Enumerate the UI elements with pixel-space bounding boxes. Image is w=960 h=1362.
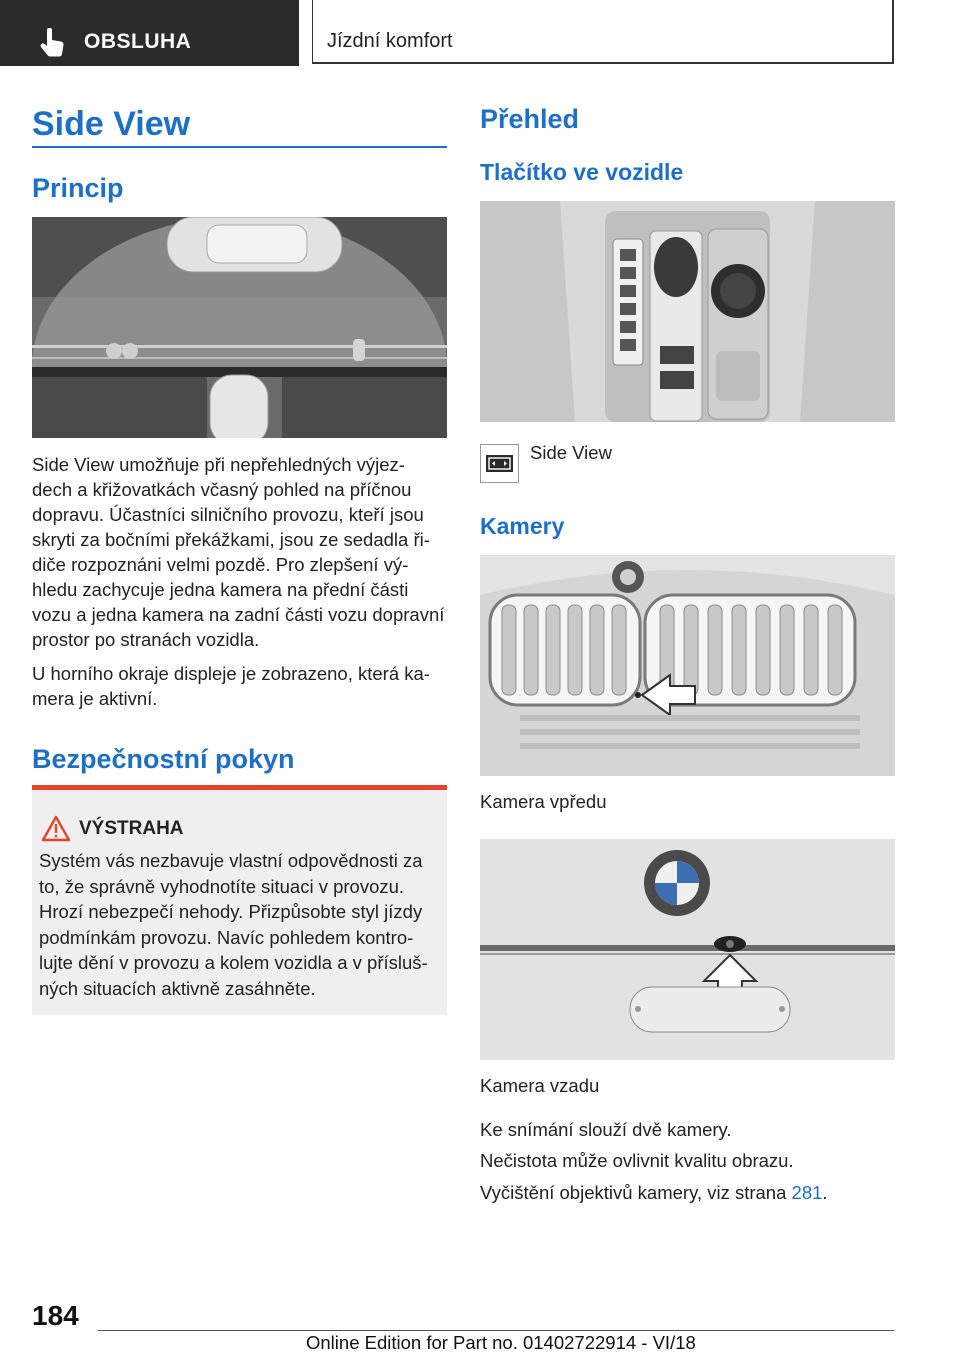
warning-title: VÝSTRAHA [79,818,184,839]
side-view-button-icon [480,444,519,483]
warning-line: Hrozí nebezpečí nehody. Přizpůsobte styl jízdy [39,901,423,922]
warning-line: podmínkám provozu. Navíc pohledem kontro‐ [39,926,414,948]
princip-line: dopravu. Účastníci silničního provozu, kteří jsou [32,504,424,525]
rear-camera-illustration [480,839,895,1060]
warning-line: Systém vás nezbavuje vlastní odpovědnosti za [39,850,423,871]
cleaning-text-end: . [822,1182,828,1203]
warning-line: lujte dění v provozu a kolem vozidla a v přísluš‐ [39,952,428,973]
side-view-camera-icon [481,445,518,482]
princip-line: Side View umožňuje při nepřehledných výjez‐ [32,454,405,475]
front-camera-caption: Kamera vpředu [480,791,607,812]
page-number: 184 [32,1300,79,1331]
princip-line: diče rozpoznáni velmi pozdě. Pro zlepšení vý‐ [32,554,409,575]
warning-line: ných situacích aktivně zasáhněte. [39,977,316,999]
warning-line: to, že správně vyhodnotíte situaci v provozu. [39,875,405,897]
safety-heading: Bezpečnostní pokyn [32,744,295,774]
overview-heading: Přehled [480,104,580,134]
cameras-heading: Kamery [480,513,565,539]
side-view-diagram [32,217,447,438]
rear-camera-caption: Kamera vzadu [480,1075,600,1096]
princip-line: vozu a jedna kamera na zadní části vozu dopravní [32,604,445,625]
princip-line: skryti za bočními překážkami, jsou ze sedadla ři‐ [32,529,430,550]
pointing-hand-icon [38,28,68,58]
cameras-text-2: Nečistota může ovlivnit kvalitu obrazu. [480,1150,794,1171]
console-button-illustration [480,201,895,422]
footer-rule [98,1330,894,1331]
cameras-text-3 [480,1180,828,1205]
page-reference-link[interactable]: 281 [791,1182,823,1203]
section-title: OBSLUHA [84,30,192,53]
display-line: mera je aktivní. [32,688,158,709]
princip-line: hledu zachycuje jedna kamera na přední části [32,579,409,600]
princip-heading: Princip [32,173,124,203]
cameras-text-1: Ke snímání slouží dvě kamery. [480,1119,732,1140]
chapter-tab [312,0,894,64]
button-label: Side View [530,442,612,463]
front-camera-illustration [480,555,895,776]
princip-line: dech a křižovatkách včasný pohled na příčnou [32,479,412,500]
warning-triangle-icon [41,815,71,842]
section-tab [0,0,299,66]
princip-line: prostor po stranách vozidla. [32,629,260,650]
title-rule [32,146,447,148]
display-line: U horního okraje displeje je zobrazeno, která ka‐ [32,663,430,684]
warning-text [39,848,439,1001]
warning-box [32,785,447,1015]
chapter-title: Jízdní komfort [327,30,453,52]
cleaning-text: Vyčištění objektivů kamery, viz strana [480,1182,792,1203]
edition-info: Online Edition for Part no. 01402722914 - VI/18 [306,1332,696,1353]
page-title: Side View [32,105,191,143]
button-heading: Tlačítko ve vozidle [480,159,684,185]
